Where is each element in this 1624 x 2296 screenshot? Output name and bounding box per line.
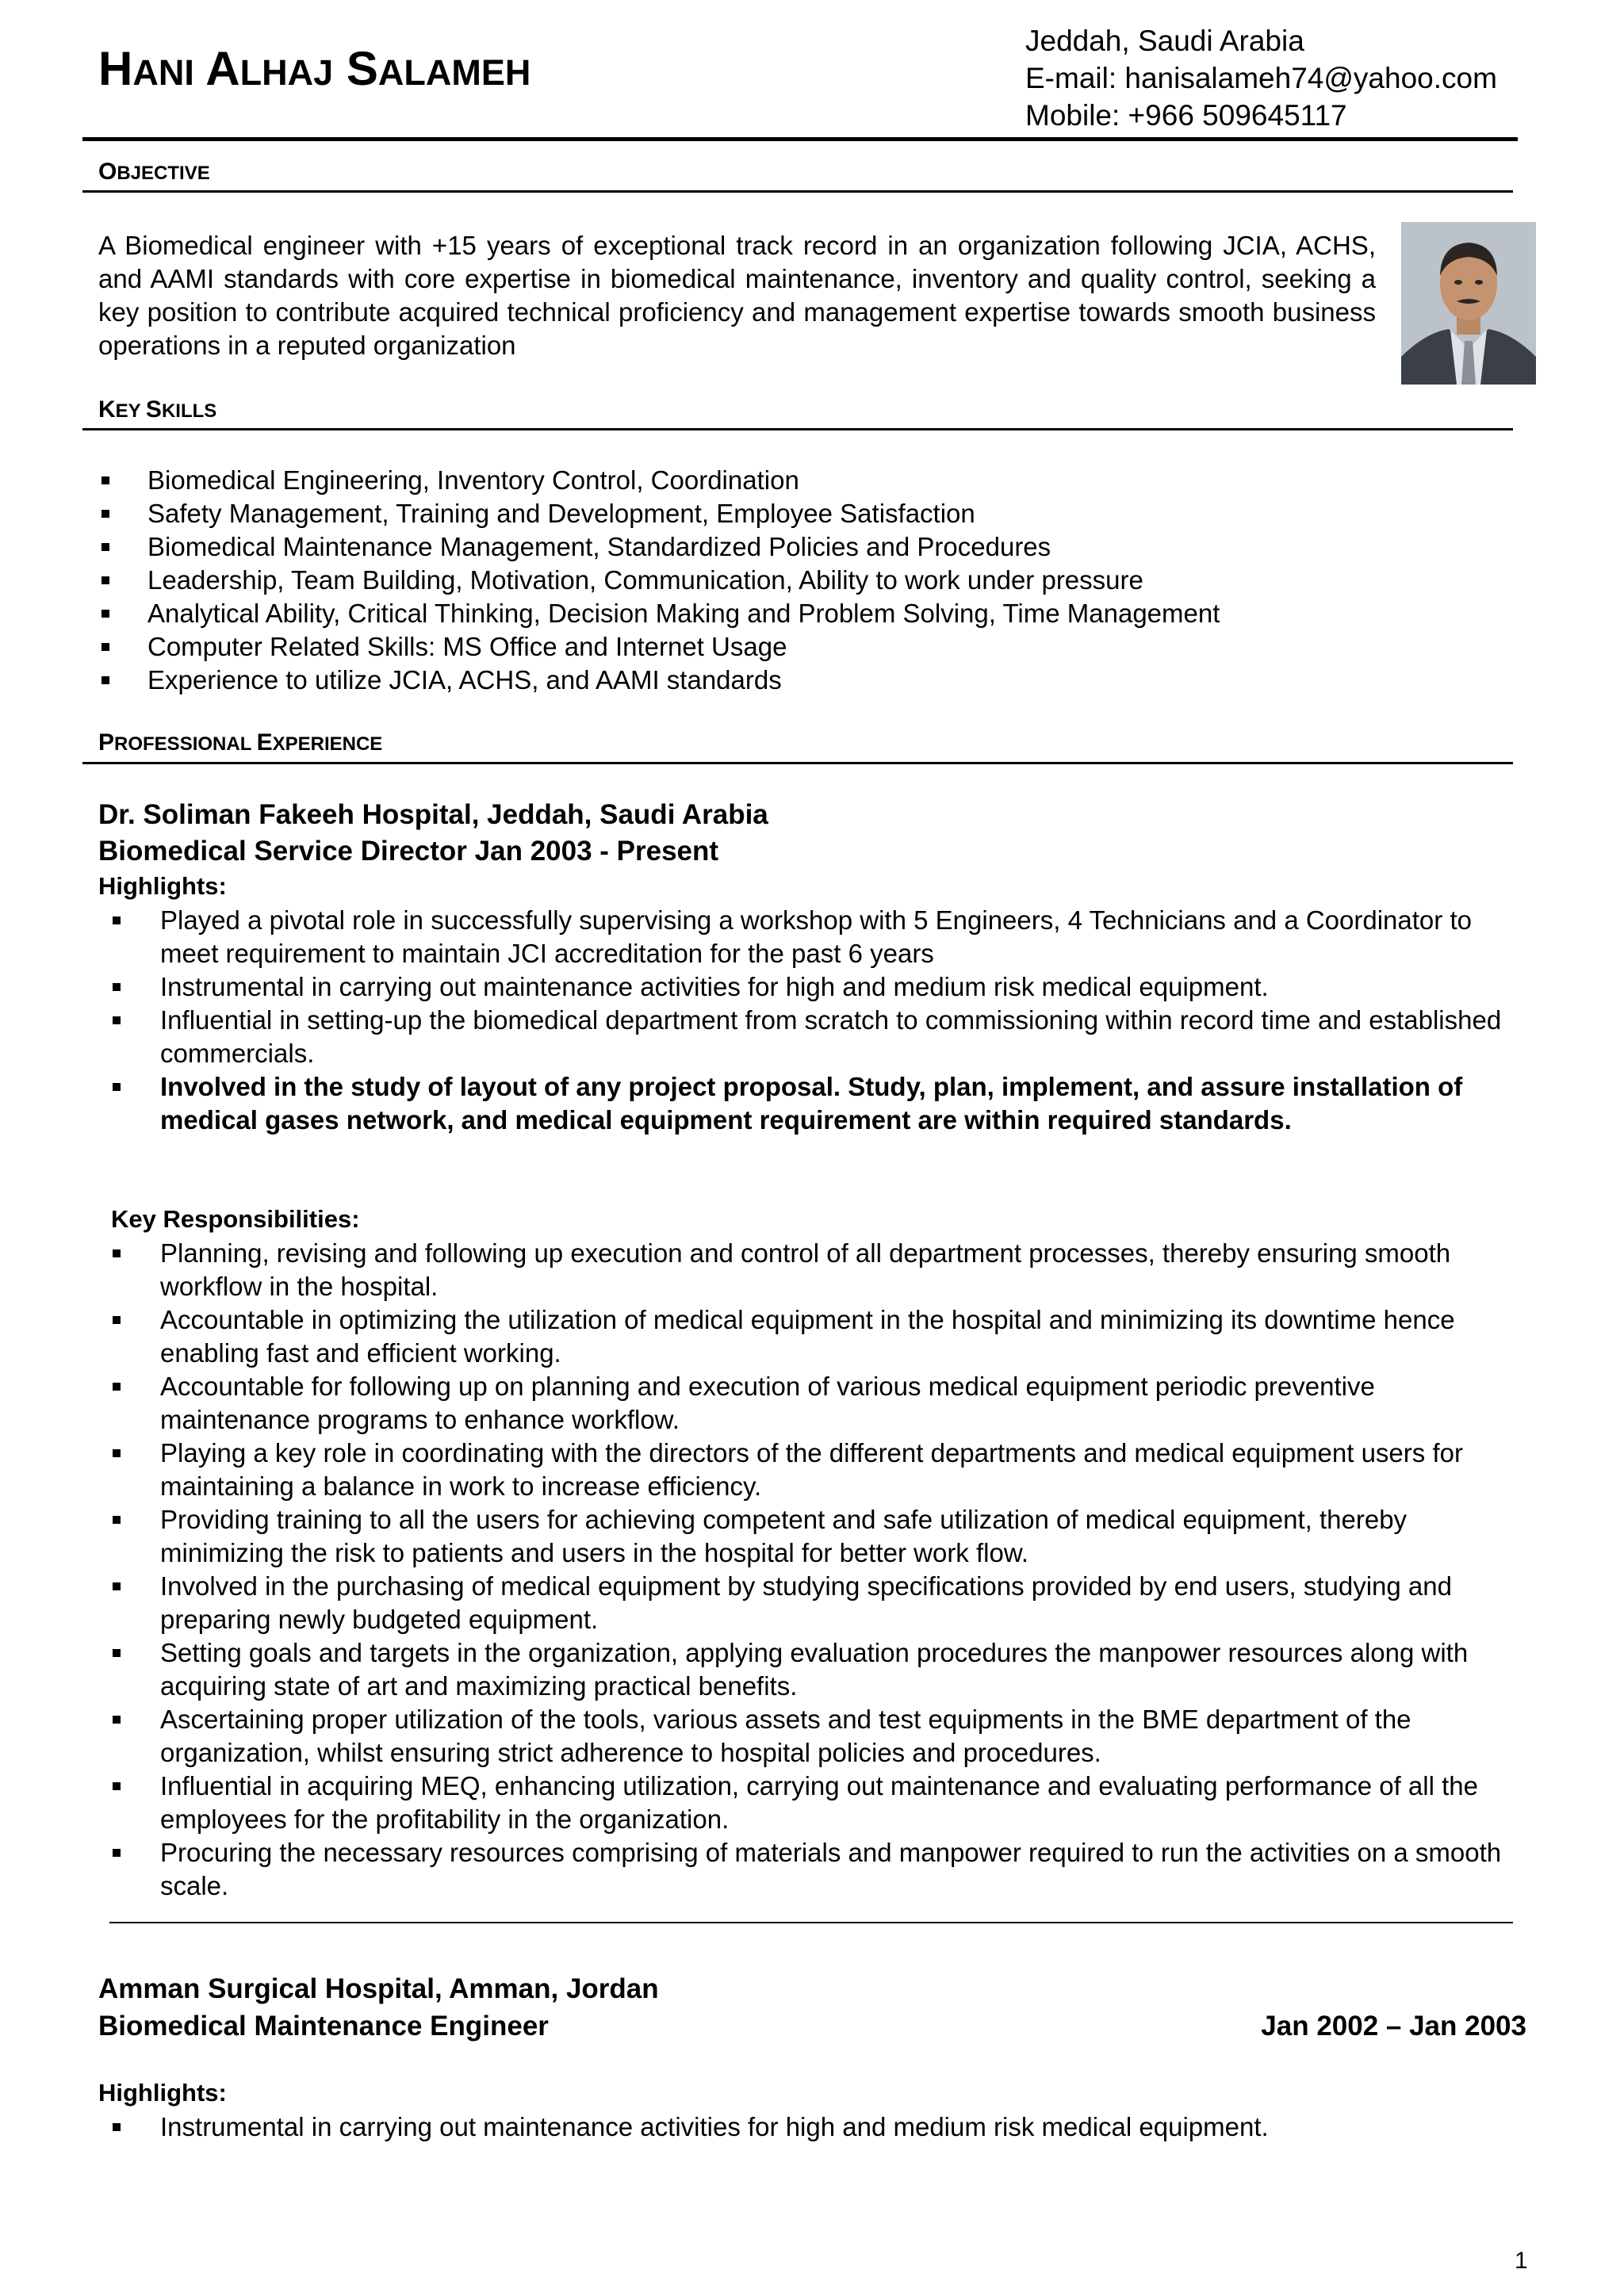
job1-highlights-list xyxy=(109,904,1505,1137)
list-item: Played a pivotal role in successfully supervising a workshop with 5 Engineers, 4 Technicians and a Coordinator to meet requirement to maintain JCI accreditation for the past 6 years xyxy=(109,904,1505,970)
portrait-illustration xyxy=(1401,222,1536,385)
key-skills-divider xyxy=(82,428,1513,430)
list-item: Computer Related Skills: MS Office and Internet Usage xyxy=(98,630,1446,664)
name-part-middle: ALHAJ xyxy=(205,42,334,95)
list-item: Accountable in optimizing the utilization of medical equipment in the hospital and minimizing its downtime hence enabling fast and efficient working. xyxy=(109,1303,1505,1370)
contact-mobile[interactable]: Mobile: +966 509645117 xyxy=(1025,99,1347,132)
job2-employer: Amman Surgical Hospital, Amman, Jordan xyxy=(98,1973,659,2004)
list-item: Influential in setting-up the biomedical department from scratch to commissioning within record time and established commercials. xyxy=(109,1004,1505,1070)
key-skills-heading: KEY SKILLS xyxy=(98,396,217,423)
job-divider xyxy=(109,1922,1513,1923)
list-item: Ascertaining proper utilization of the tools, various assets and test equipments in the BME department of the organization, whilst ensuring strict adherence to hospital policies and procedures. xyxy=(109,1703,1505,1770)
list-item: Experience to utilize JCIA, ACHS, and AAMI standards xyxy=(98,664,1446,697)
list-item: Providing training to all the users for achieving competent and safe utilization of medical equipment, thereby minimizing the risk to patients and users in the hospital for better work flow. xyxy=(109,1503,1505,1570)
experience-divider xyxy=(82,762,1513,764)
objective-heading: OBJECTIVE xyxy=(98,159,210,185)
job2-highlights-list xyxy=(109,2110,1505,2144)
job1-responsibilities-list xyxy=(109,1237,1505,1903)
job1-responsibilities-label: Key Responsibilities: xyxy=(111,1205,360,1233)
experience-heading: PROFESSIONAL EXPERIENCE xyxy=(98,729,383,756)
contact-location: Jeddah, Saudi Arabia xyxy=(1025,25,1304,57)
list-item: Influential in acquiring MEQ, enhancing utilization, carrying out maintenance and evaluating performance of all the employees for the profitability in the organization. xyxy=(109,1770,1505,1836)
profile-photo xyxy=(1401,222,1536,385)
list-item: Playing a key role in coordinating with the directors of the different departments and medical equipment users for maintaining a balance in work to increase efficiency. xyxy=(109,1437,1505,1503)
job1-highlights-label: Highlights: xyxy=(98,872,227,900)
name-part-last: SALAMEH xyxy=(346,42,531,95)
list-item: Procuring the necessary resources comprising of materials and manpower required to run the activities on a smooth scale. xyxy=(109,1836,1505,1903)
list-item: Involved in the study of layout of any project proposal. Study, plan, implement, and assure installation of medical gases network, and medical equipment requirement are within required standards. xyxy=(109,1070,1505,1137)
list-item: Biomedical Engineering, Inventory Control, Coordination xyxy=(98,464,1446,497)
job2-role: Biomedical Maintenance Engineer xyxy=(98,2011,549,2042)
job2-dates: Jan 2002 – Jan 2003 xyxy=(1261,2011,1526,2042)
page-number: 1 xyxy=(1515,2248,1528,2274)
list-item: Accountable for following up on planning and execution of various medical equipment periodic preventive maintenance programs to enhance workflow. xyxy=(109,1370,1505,1437)
contact-email[interactable]: E-mail: hanisalameh74@yahoo.com xyxy=(1025,62,1497,94)
job1-role: Biomedical Service Director Jan 2003 - Present xyxy=(98,836,719,867)
objective-text: A Biomedical engineer with +15 years of exceptional track record in an organization following JCIA, ACHS, and AAMI standards with core expertise in biomedical maintenance, inventory and quality control, seeking a key position to contribute acquired technical proficiency and management expertise towards smooth business operations in a reputed organization xyxy=(98,231,1376,360)
header-divider xyxy=(82,137,1518,141)
key-skills-list xyxy=(98,464,1446,697)
list-item: Involved in the purchasing of medical equipment by studying specifications provided by end users, studying and preparing newly budgeted equipment. xyxy=(109,1570,1505,1636)
list-item: Safety Management, Training and Development, Employee Satisfaction xyxy=(98,497,1446,530)
candidate-name xyxy=(98,41,530,96)
list-item: Planning, revising and following up execution and control of all department processes, thereby ensuring smooth workflow in the hospital. xyxy=(109,1237,1505,1303)
list-item: Biomedical Maintenance Management, Standardized Policies and Procedures xyxy=(98,530,1446,564)
list-item: Instrumental in carrying out maintenance activities for high and medium risk medical equipment. xyxy=(109,2110,1505,2144)
list-item: Setting goals and targets in the organization, applying evaluation procedures the manpower resources along with acquiring state of art and maximizing practical benefits. xyxy=(109,1636,1505,1703)
list-item: Leadership, Team Building, Motivation, Communication, Ability to work under pressure xyxy=(98,564,1446,597)
job2-highlights-label: Highlights: xyxy=(98,2079,227,2107)
list-item: Analytical Ability, Critical Thinking, Decision Making and Problem Solving, Time Management xyxy=(98,597,1446,630)
name-part-first: HANI xyxy=(98,42,194,95)
contact-block xyxy=(1025,22,1497,134)
objective-divider xyxy=(82,190,1513,193)
job1-employer: Dr. Soliman Fakeeh Hospital, Jeddah, Saudi Arabia xyxy=(98,799,768,830)
list-item: Instrumental in carrying out maintenance activities for high and medium risk medical equipment. xyxy=(109,970,1505,1004)
